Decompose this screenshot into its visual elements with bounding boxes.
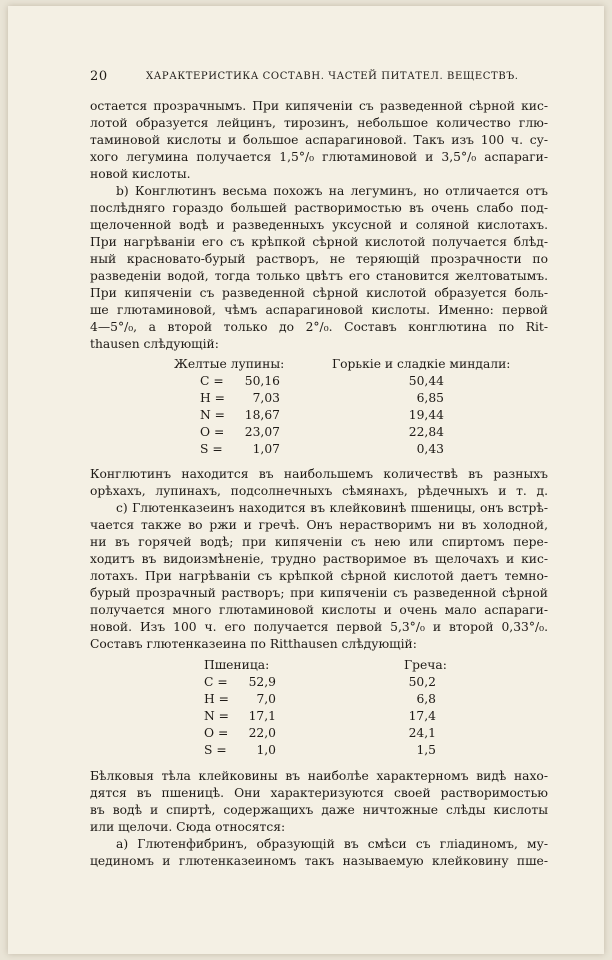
table1-cell: 0,43 [416, 442, 444, 456]
text-line: Бѣлковыя тѣла клейковины въ наиболѣе характерномъ видѣ нахо- [90, 769, 548, 783]
text-line: дятся въ пшеницѣ. Они характеризуются своей растворимостью [90, 786, 548, 800]
text-line: или щелочи. Сюда относятся: [90, 820, 286, 834]
text-line: хого легумина получается 1,5°/₀ глютаминовой и 3,5°/₀ аспараги- [90, 150, 548, 164]
text-line: остается прозрачнымъ. При кипяченіи съ разведенной сѣрной кис- [90, 99, 548, 113]
running-header [90, 69, 550, 85]
table1-cell: 23,07 [244, 425, 280, 439]
table2-cell: 22,0 [248, 726, 276, 740]
table2-cell: 24,1 [408, 726, 436, 740]
table1-col2-header: Горькіе и сладкіе миндали: [332, 357, 511, 371]
text-line: получается много глютаминовой кислоты и очень мало аспараги- [90, 603, 548, 617]
page-number: 20 [90, 69, 108, 84]
table2-row-label: C = [204, 675, 228, 689]
table1-col1-header: Желтые лупины: [174, 357, 285, 371]
table2-row-label: H = [204, 692, 229, 706]
text-line: c) Глютенказеинъ находится въ клейковинѣ пшеницы, онъ встрѣ- [116, 501, 548, 515]
table1-cell: 50,16 [244, 374, 280, 388]
table2-cell: 7,0 [256, 692, 276, 706]
table1-row-label: O = [200, 425, 225, 439]
table2-cell: 6,8 [416, 692, 436, 706]
text-line: При кипяченіи съ разведенной сѣрной кислотой образуется боль- [90, 286, 548, 300]
table2-cell: 17,4 [408, 709, 436, 723]
table2-cell: 1,5 [416, 743, 436, 757]
table1-cell: 19,44 [408, 408, 444, 422]
table2-cell: 52,9 [248, 675, 276, 689]
text-line: ходитъ въ видоизмѣненіе, трудно растворимое въ щелочахъ и кис- [90, 552, 548, 566]
text-line: thausen слѣдующій: [90, 337, 219, 351]
text-line: ни въ горячей водѣ; при кипяченіи съ нею или спиртомъ пере- [90, 535, 548, 549]
text-line: щелоченной водѣ и разведенныхъ уксусной и соляной кислотахъ. [90, 218, 548, 232]
table2-row-label: N = [204, 709, 229, 723]
running-title: ХАРАКТЕРИСТИКА СОСТАВН. ЧАСТЕЙ ПИТАТЕЛ. ВЕЩЕСТВЪ. [146, 71, 519, 82]
text-line: цединомъ и глютенказеиномъ такъ называемую клейковину пше- [90, 854, 548, 868]
table1-cell: 18,67 [244, 408, 280, 422]
text-line: орѣхахъ, лупинахъ, подсолнечныхъ сѣмянахъ, рѣдечныхъ и т. д. [90, 484, 548, 498]
table2-cell: 17,1 [248, 709, 276, 723]
table1-cell: 22,84 [408, 425, 444, 439]
table2-row-label: O = [204, 726, 229, 740]
text-line: Конглютинъ находится въ наибольшемъ количествѣ въ разныхъ [90, 467, 548, 481]
table1-cell: 1,07 [252, 442, 280, 456]
text-line: Составъ глютенказеина по Ritthausen слѣдующій: [90, 637, 417, 651]
text-line: лотой образуется лейцинъ, тирозинъ, небольшое количество глю- [90, 116, 548, 130]
text-line: разведеніи водой, тогда только цвѣтъ его становится желтоватымъ. [90, 269, 548, 283]
table2-cell: 50,2 [408, 675, 436, 689]
text-line: послѣдняго гораздо большей растворимостью въ очень слабо под- [90, 201, 548, 215]
text-line: ный красновато-бурый растворъ, не теряющій прозрачности по [90, 252, 548, 266]
text-line: новой. Изъ 100 ч. его получается первой 5,3°/₀ и второй 0,33°/₀. [90, 620, 548, 634]
text-line: въ водѣ и спиртѣ, содержащихъ даже ничтожные слѣды кислоты [90, 803, 548, 817]
text-line: ше глютаминовой, чѣмъ аспарагиновой кислоты. Именно: первой [90, 303, 548, 317]
table1-row-label: H = [200, 391, 225, 405]
table1-row-label: S = [200, 442, 223, 456]
table1-row-label: N = [200, 408, 225, 422]
table1-cell: 50,44 [408, 374, 444, 388]
text-line: При нагрѣваніи его съ крѣпкой сѣрной кислотой получается блѣд- [90, 235, 548, 249]
text-line: бурый прозрачный растворъ; при кипяченіи съ разведенной сѣрной [90, 586, 548, 600]
table2-col2-header: Греча: [404, 658, 447, 672]
table2-col1-header: Пшеница: [204, 658, 270, 672]
table2-cell: 1,0 [256, 743, 276, 757]
text-line: b) Конглютинъ весьма похожъ на легуминъ, но отличается отъ [116, 184, 548, 198]
table1-row-label: C = [200, 374, 224, 388]
table1-cell: 7,03 [252, 391, 280, 405]
text-line: 4—5°/₀, а второй только до 2°/₀. Составъ конглютина по Rit- [90, 320, 548, 334]
text-line: новой кислоты. [90, 167, 191, 181]
text-line: лотахъ. При нагрѣваніи съ крѣпкой сѣрной кислотой даетъ темно- [90, 569, 548, 583]
text-line: таминовой кислоты и большое аспарагиновой. Такъ изъ 100 ч. су- [90, 133, 548, 147]
table1-cell: 6,85 [416, 391, 444, 405]
table2-row-label: S = [204, 743, 227, 757]
text-line: a) Глютенфибринъ, образующій въ смѣси съ гліадиномъ, му- [116, 837, 548, 851]
text-line: чается также во ржи и гречѣ. Онъ нерастворимъ ни въ холодной, [90, 518, 548, 532]
